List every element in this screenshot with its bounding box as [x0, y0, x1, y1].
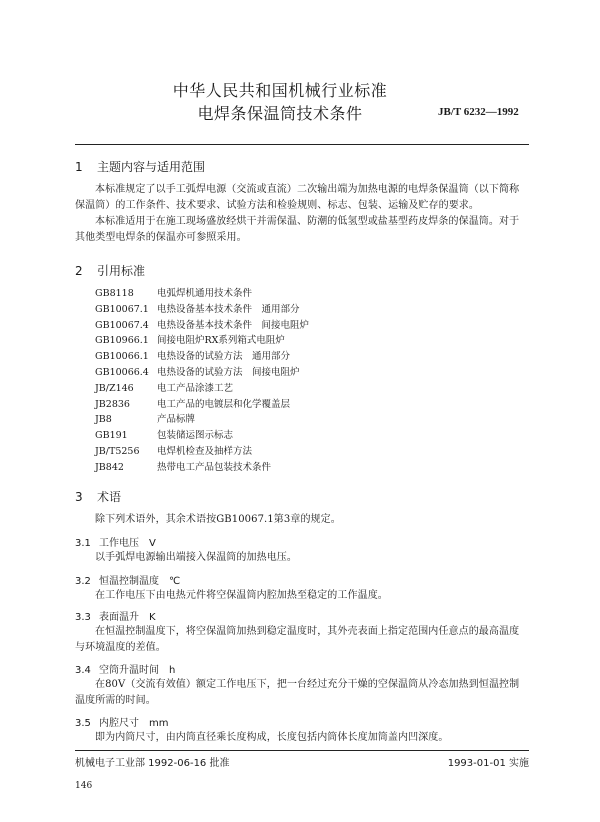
term-3-3-heading	[75, 608, 156, 623]
standard-category-title: 中华人民共和国机械行业标准	[172, 81, 388, 100]
term-number: 3.3	[75, 612, 91, 623]
list-item	[95, 412, 309, 428]
standard-name: 电弧焊机通用技术条件	[157, 288, 253, 299]
term-3-3-text: 在恒温控制温度下，将空保温筒加热到稳定温度时，其外壳表面上指定范围内任意点的最高温度与环境温度的差值。	[75, 626, 520, 653]
standard-code: GB10067.1	[95, 303, 149, 315]
list-item	[95, 286, 309, 302]
standard-name: 热带电工产品包装技术条件	[157, 461, 272, 473]
list-item	[95, 318, 309, 334]
section-1-heading	[75, 158, 205, 175]
section-3-heading	[75, 488, 121, 505]
term-3-2-heading	[75, 572, 180, 587]
section-number: 3	[75, 490, 83, 504]
term-number: 3.5	[75, 718, 91, 729]
list-item	[95, 349, 309, 365]
list-item	[95, 333, 309, 349]
standard-code: JB2836	[95, 398, 130, 410]
standard-code: GB10067.4	[95, 319, 149, 331]
standard-name: 电热设备基本技术条件 通用部分	[157, 303, 300, 315]
section-number: 1	[75, 160, 83, 174]
list-item	[95, 428, 309, 444]
standard-code: GB10966.1	[95, 335, 149, 347]
term-3-4-text: 在80V（交流有效值）额定工作电压下，把一台经过充分干燥的空保温筒从冷态加热到恒温控制温度所需的时间。	[75, 679, 520, 706]
term-3-1-text: 以手弧焊电源输出端接入保温筒的加热电压。	[95, 552, 297, 563]
term-title: 内腔尺寸 mm	[99, 718, 169, 729]
standard-name: 电热设备的试验方法 通用部分	[157, 351, 291, 363]
term-3-2-text: 在工作电压下由电热元件将空保温筒内腔加热至稳定的工作温度。	[95, 590, 388, 601]
section-number: 2	[75, 264, 83, 278]
header-rule	[75, 144, 529, 145]
standard-name: 电工产品涂漆工艺	[157, 382, 234, 394]
list-item	[95, 302, 309, 318]
standard-name: 电热设备的试验方法 间接电阻炉	[157, 366, 300, 378]
term-3-4-heading	[75, 661, 175, 676]
section-title: 主题内容与适用范围	[97, 160, 206, 174]
term-3-1-heading	[75, 534, 156, 549]
standard-code: GB10066.4	[95, 366, 149, 378]
referenced-standards-list	[95, 286, 309, 476]
standard-code: JB842	[95, 461, 124, 473]
section-1-paragraph-2: 本标准适用于在施工现场盛放经烘干并需保温、防潮的低氢型或盐基型药皮焊条的保温筒。对于其他类型电焊条的保温亦可参照采用。	[75, 216, 520, 243]
term-title: 空筒升温时间 h	[99, 665, 176, 676]
list-item	[95, 460, 309, 476]
term-title: 表面温升 K	[99, 612, 156, 623]
standard-name: 电工产品的电镀层和化学覆盖层	[157, 398, 291, 410]
section-2-heading	[75, 262, 145, 279]
term-number: 3.1	[75, 538, 91, 549]
list-item	[95, 397, 309, 413]
page-number: 146	[75, 781, 93, 791]
standard-name: 包装储运图示标志	[157, 430, 234, 442]
standard-name: 电焊机检查及抽样方法	[157, 445, 253, 457]
standard-code: JB/Z146	[95, 382, 134, 394]
standard-code: GB10066.1	[95, 351, 149, 363]
term-number: 3.4	[75, 665, 91, 676]
standard-code: GB8118	[95, 288, 134, 299]
effective-date: 1993-01-01 实施	[447, 758, 529, 769]
standard-code: GB191	[95, 430, 128, 442]
list-item	[95, 381, 309, 397]
list-item	[95, 444, 309, 460]
list-item	[95, 365, 309, 381]
footer-rule	[75, 750, 529, 751]
standard-name: 产品标牌	[157, 414, 196, 426]
standard-code: JB8	[95, 414, 112, 426]
section-title: 术语	[97, 490, 122, 504]
term-3-5-text: 即为内筒尺寸，由内筒直径乘长度构成，长度包括内筒体长度加筒盖内凹深度。	[95, 732, 449, 743]
standard-name: 间接电阻炉RX系列箱式电阻炉	[157, 335, 285, 347]
term-number: 3.2	[75, 576, 91, 587]
section-3-intro: 除下列术语外，其余术语按GB10067.1第3章的规定。	[95, 514, 341, 525]
approval-info: 机械电子工业部 1992-06-16 批准	[75, 758, 230, 769]
term-3-5-heading	[75, 714, 168, 729]
section-title: 引用标准	[97, 264, 146, 278]
standard-code: JB/T5256	[95, 445, 140, 457]
standard-document-title: 电焊条保温筒技术条件	[197, 104, 363, 123]
standard-number: JB/T 6232—1992	[438, 106, 519, 118]
standard-name: 电热设备基本技术条件 间接电阻炉	[157, 319, 310, 331]
term-title: 恒温控制温度 ℃	[99, 576, 181, 587]
section-1-paragraph-1: 本标准规定了以手工弧焊电源（交流或直流）二次输出端为加热电源的电焊条保温筒（以下简称保温筒）的工作条件、技术要求、试验方法和检验规则、标志、包装、运输及贮存的要求。	[75, 184, 520, 211]
term-title: 工作电压 V	[99, 538, 156, 549]
